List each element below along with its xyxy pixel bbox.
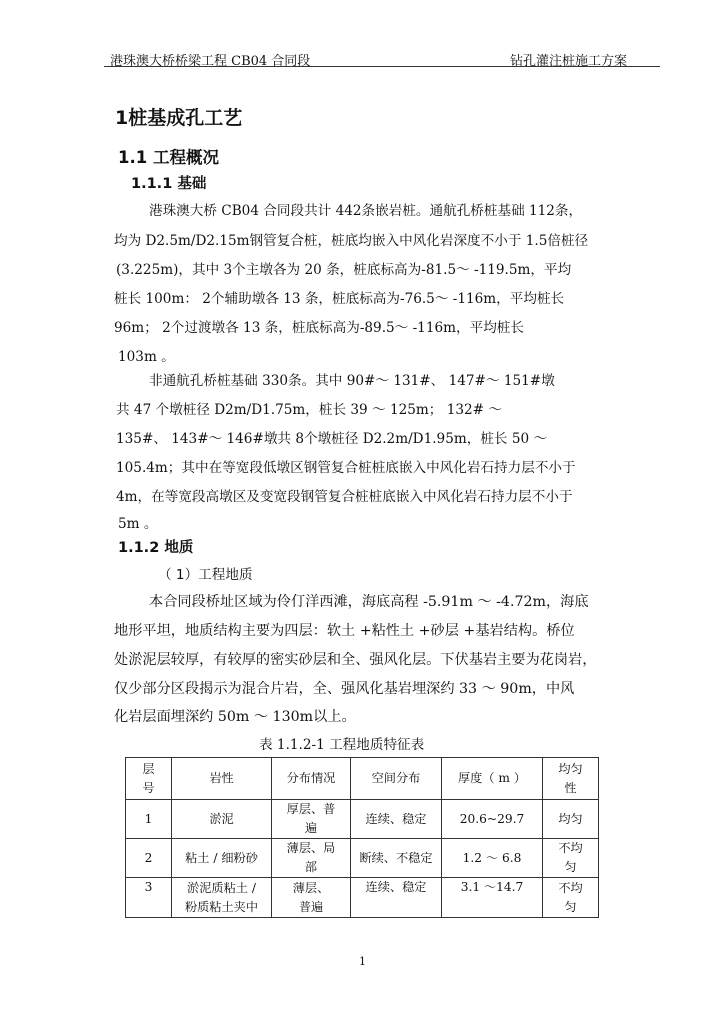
header-divider: [104, 66, 660, 67]
section-heading-1-1: 1.1 工程概况: [118, 148, 219, 167]
section-heading-1: 1桩基成孔工艺: [115, 107, 243, 129]
cell-spatial: 连续、稳定: [351, 878, 442, 918]
paragraph-line: 135#、 143#～ 146#墩共 8个墩桩径 D2.2m/D1.95m，桩长 50 ～: [116, 431, 548, 447]
cell-uniformity: 均匀: [543, 800, 599, 839]
cell-layer: 1: [126, 800, 172, 839]
header-cell-layer: 层 号: [126, 758, 172, 800]
cell-lithology: 淤泥质粘土 / 粉质粘土夹中: [172, 878, 272, 918]
cell-distribution: 薄层、 普遍: [272, 878, 351, 918]
subheading-geology: （ 1）工程地质: [158, 567, 253, 583]
paragraph-line: 处淤泥层较厚，有较厚的密实砂层和全、强风化层。下伏基岩主要为花岗岩，: [114, 652, 597, 668]
paragraph-line: 均为 D2.5m/D2.15m钢管复合桩，桩底均嵌入中风化岩深度不小于 1.5倍桩径: [114, 233, 589, 249]
table-row: [126, 839, 599, 878]
header-cell-spatial: 空间分布: [351, 758, 442, 800]
page-number: 1: [359, 955, 366, 968]
paragraph-line: (3.225m)，其中 3个主墩各为 20 条，桩底标高为-81.5～ -119.5m，平均: [116, 262, 572, 278]
header-right-title: 钻孔灌注桩施工方案: [510, 54, 628, 69]
cell-uniformity: 不均 匀: [543, 839, 599, 878]
cell-thickness: 20.6~29.7: [442, 800, 543, 839]
cell-lithology: 淤泥: [172, 800, 272, 839]
header-cell-lithology: 岩性: [172, 758, 272, 800]
paragraph-line: 地形平坦，地质结构主要为四层：软土 +粘性土 +砂层 +基岩结构。桥位: [114, 623, 575, 639]
header-cell-uniformity: 均匀 性: [543, 758, 599, 800]
paragraph-line: 共 47 个墩桩径 D2m/D1.75m，桩长 39 ～ 125m； 132# ～: [116, 402, 502, 418]
table-header-row: [126, 758, 599, 800]
paragraph-line: 96m； 2个过渡墩各 13 条，桩底标高为-89.5～ -116m，平均桩长: [114, 320, 524, 336]
paragraph-line: 4m，在等宽段高墩区及变宽段钢管复合桩桩底嵌入中风化岩石持力层不小于: [116, 489, 573, 505]
cell-layer: 3: [126, 878, 172, 918]
section-heading-1-1-2: 1.1.2 地质: [118, 540, 194, 556]
paragraph-line: 105.4m；其中在等宽段低墩区钢管复合桩桩底嵌入中风化岩石持力层不小于: [116, 460, 576, 476]
paragraph-line: 非通航孔桥桩基础 330条。其中 90#～ 131#、 147#～ 151#墩: [149, 373, 555, 389]
table-row: [126, 800, 599, 839]
cell-layer: 2: [126, 839, 172, 878]
cell-thickness: 3.1 ～14.7: [442, 878, 543, 918]
cell-lithology: 粘土 / 细粉砂: [172, 839, 272, 878]
cell-distribution: 薄层、局 部: [272, 839, 351, 878]
section-heading-1-1-1: 1.1.1 基础: [131, 176, 207, 192]
cell-spatial: 断续、不稳定: [351, 839, 442, 878]
paragraph-line: 103m 。: [118, 349, 175, 365]
geology-table: [125, 757, 599, 918]
table-caption: 表 1.1.2-1 工程地质特征表: [259, 737, 425, 753]
table-row: [126, 878, 599, 918]
paragraph-line: 仅少部分区段揭示为混合片岩，全、强风化基岩埋深约 33 ～ 90m，中风: [114, 681, 575, 697]
paragraph-line: 桩长 100m： 2个辅助墩各 13 条，桩底标高为-76.5～ -116m，平均桩长: [114, 291, 565, 307]
paragraph-line: 本合同段桥址区域为伶仃洋西滩，海底高程 -5.91m ～ -4.72m，海底: [149, 594, 589, 610]
header-cell-distribution: 分布情况: [272, 758, 351, 800]
header-cell-thickness: 厚度（ m ）: [442, 758, 543, 800]
paragraph-line: 5m 。: [118, 516, 158, 532]
cell-uniformity: 不均 匀: [543, 878, 599, 918]
paragraph-line: 港珠澳大桥 CB04 合同段共计 442条嵌岩桩。通航孔桥桩基础 112条，: [149, 203, 583, 219]
cell-spatial: 连续、稳定: [351, 800, 442, 839]
cell-thickness: 1.2 ～ 6.8: [442, 839, 543, 878]
cell-distribution: 厚层、普 遍: [272, 800, 351, 839]
paragraph-line: 化岩层面埋深约 50m ～ 130m以上。: [114, 709, 356, 725]
header-left-title: 港珠澳大桥桥梁工程 CB04 合同段: [110, 54, 311, 69]
